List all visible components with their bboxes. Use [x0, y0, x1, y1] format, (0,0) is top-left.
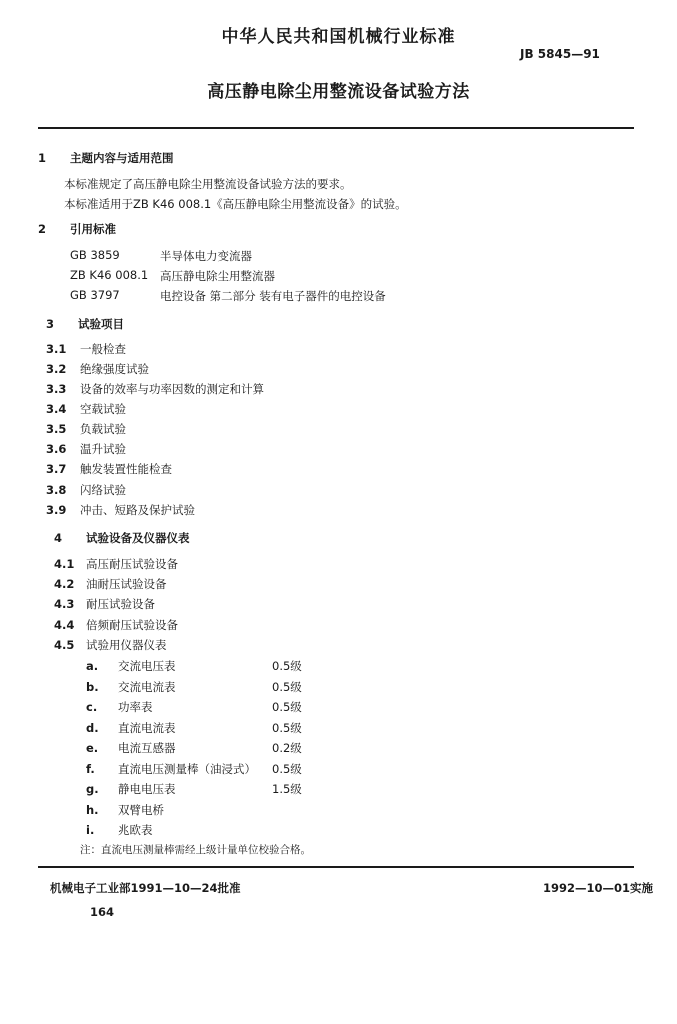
ref-title: 高压静电除尘用整流器 — [160, 269, 275, 283]
test-item: 3.3 设备的效率与功率因数的测定和计算 — [46, 382, 264, 396]
instrument-note: 注：直流电压测量棒需经上级计量单位校验合格。 — [80, 844, 311, 856]
test-item: 3.9 冲击、短路及保护试验 — [46, 503, 195, 517]
test-item: 3.1 一般检查 — [46, 342, 126, 356]
instrument-grade: 0.2级 — [272, 741, 302, 755]
section-4-heading: 4 试验设备及仪器仪表 — [54, 531, 190, 545]
equipment-item: 4.4 倍频耐压试验设备 — [54, 618, 178, 632]
instrument-item: i. 兆欧表 — [86, 823, 153, 837]
footer-divider — [38, 866, 634, 868]
effective-date: 1992—10—01实施 — [543, 881, 654, 895]
equipment-item: 4.3 耐压试验设备 — [54, 597, 155, 611]
instrument-item: b. 交流电流表 — [86, 680, 176, 694]
instrument-item: h. 双臂电桥 — [86, 803, 164, 817]
section-2-heading: 2 引用标准 — [38, 222, 116, 236]
document-title: 高压静电除尘用整流设备试验方法 — [207, 82, 470, 102]
test-item: 3.6 温升试验 — [46, 442, 126, 456]
test-item: 3.7 触发装置性能检查 — [46, 462, 172, 476]
instrument-item: c. 功率表 — [86, 700, 153, 714]
instrument-grade: 0.5级 — [272, 700, 302, 714]
instrument-grade: 0.5级 — [272, 659, 302, 673]
equipment-item: 4.2 油耐压试验设备 — [54, 577, 167, 591]
top-divider — [38, 127, 634, 129]
approval-date: 机械电子工业部1991—10—24批准 — [50, 881, 241, 895]
ref-title: 电控设备 第二部分 装有电子器件的电控设备 — [160, 289, 386, 303]
equipment-item: 4.1 高压耐压试验设备 — [54, 557, 178, 571]
test-item: 3.4 空载试验 — [46, 402, 126, 416]
test-item: 3.2 绝缘强度试验 — [46, 362, 149, 376]
test-item: 3.5 负载试验 — [46, 422, 126, 436]
equipment-item: 4.5 试验用仪器仪表 — [54, 638, 167, 652]
instrument-item: f. 直流电压测量棒（油浸式） — [86, 762, 256, 776]
page-number: 164 — [90, 905, 115, 919]
instrument-grade: 0.5级 — [272, 680, 302, 694]
section-3-heading: 3 试验项目 — [46, 317, 124, 331]
instrument-item: e. 电流互感器 — [86, 741, 176, 755]
instrument-grade: 1.5级 — [272, 782, 302, 796]
ref-code: GB 3797 — [70, 288, 120, 302]
ref-code: ZB K46 008.1 — [70, 268, 149, 282]
org-title: 中华人民共和国机械行业标准 — [221, 27, 456, 47]
standard-number: JB 5845—91 — [520, 47, 600, 61]
instrument-item: d. 直流电流表 — [86, 721, 176, 735]
ref-code: GB 3859 — [70, 248, 120, 262]
section-1-line-2: 本标准适用于ZB K46 008.1《高压静电除尘用整流设备》的试验。 — [64, 197, 407, 211]
instrument-item: g. 静电电压表 — [86, 782, 176, 796]
ref-title: 半导体电力变流器 — [160, 249, 252, 263]
section-1-line-1: 本标准规定了高压静电除尘用整流设备试验方法的要求。 — [64, 177, 352, 191]
instrument-grade: 0.5级 — [272, 762, 302, 776]
instrument-item: a. 交流电压表 — [86, 659, 176, 673]
test-item: 3.8 闪络试验 — [46, 483, 126, 497]
instrument-grade: 0.5级 — [272, 721, 302, 735]
section-1-heading: 1 主题内容与适用范围 — [38, 151, 174, 165]
